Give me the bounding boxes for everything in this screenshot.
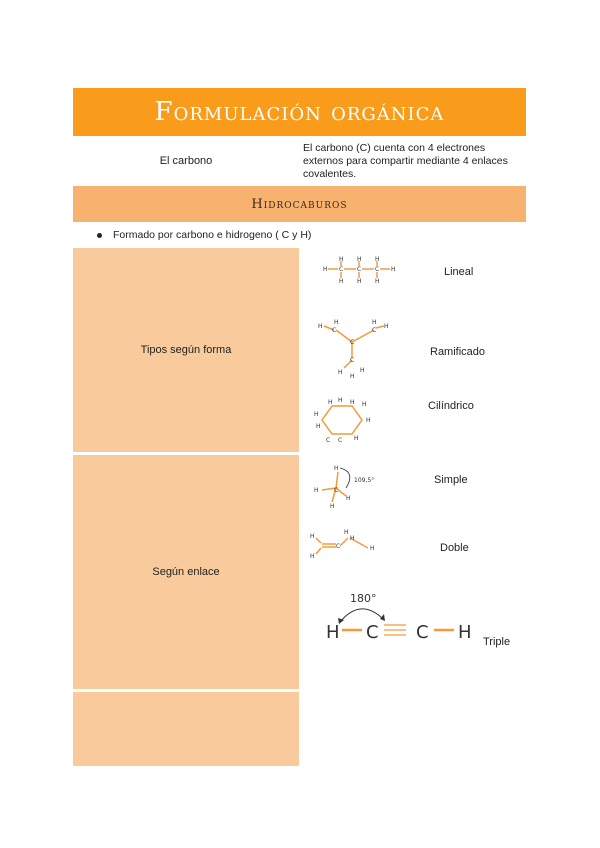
svg-text:H: H (362, 401, 367, 408)
doble-bond-molecule-icon (308, 526, 392, 566)
simple-bond-molecule-icon (310, 462, 380, 512)
svg-text:H: H (318, 323, 323, 330)
ramificado-label: Ramificado (430, 346, 486, 358)
bond-types-cell (73, 455, 299, 689)
svg-text:C: C (332, 327, 337, 334)
atom-h2: H (458, 622, 472, 643)
svg-text:H: H (344, 529, 349, 536)
angle-label: 180° (350, 592, 377, 605)
svg-text:H: H (328, 399, 333, 406)
svg-text:H: H (346, 495, 351, 502)
svg-text:H: H (334, 465, 339, 472)
svg-text:H: H (391, 266, 396, 273)
svg-text:C: C (350, 357, 355, 364)
svg-text:H: H (316, 423, 321, 430)
section-title: Hidrocaburos (251, 196, 348, 212)
svg-text:H: H (339, 256, 344, 263)
empty-cell (73, 692, 299, 766)
svg-text:C: C (338, 437, 343, 444)
svg-text:C: C (375, 266, 380, 273)
svg-text:H: H (366, 417, 371, 424)
svg-text:109,5°: 109,5° (354, 477, 375, 484)
lineal-label: Lineal (444, 266, 474, 278)
atom-c2: C (416, 622, 429, 643)
svg-text:H: H (372, 319, 377, 326)
svg-text:H: H (310, 553, 315, 560)
shape-types-cell (73, 248, 299, 452)
svg-text:H: H (323, 266, 328, 273)
svg-text:H: H (330, 503, 335, 510)
svg-text:H: H (334, 319, 339, 326)
svg-text:C: C (336, 543, 341, 550)
atom-c1: C (366, 622, 379, 643)
svg-text:H: H (375, 278, 380, 285)
svg-text:H: H (384, 323, 389, 330)
atom-h1: H (326, 622, 340, 643)
svg-text:C: C (357, 266, 362, 273)
svg-text:H: H (310, 533, 315, 540)
svg-text:C: C (334, 487, 339, 494)
shape-types-label: Tipos según forma (140, 344, 232, 356)
svg-text:H: H (339, 278, 344, 285)
cilindrico-label: Cilíndrico (428, 400, 474, 412)
svg-text:H: H (370, 545, 375, 552)
svg-text:H: H (314, 487, 319, 494)
title-banner (73, 88, 526, 136)
carbon-description: El carbono (C) cuenta con 4 electrones externos para compartir mediante 4 enlaces covalentes. (303, 142, 508, 180)
page-title: Formulación orgánica (154, 97, 445, 127)
svg-text:H: H (357, 278, 362, 285)
svg-text:H: H (350, 373, 355, 380)
carbon-label: El carbono (159, 155, 213, 167)
triple-label: Triple (483, 636, 511, 648)
lineal-molecule-icon (318, 255, 398, 287)
simple-label: Simple (434, 474, 468, 486)
ramificado-molecule-icon (314, 318, 394, 380)
bullet-icon (97, 233, 102, 238)
svg-text:C: C (326, 437, 331, 444)
bond-types-label: Según enlace (152, 566, 220, 578)
svg-text:H: H (338, 369, 343, 376)
svg-text:H: H (338, 397, 343, 404)
section-banner (73, 186, 526, 222)
bullet-item (97, 229, 311, 241)
svg-text:C: C (350, 339, 355, 346)
svg-text:H: H (314, 411, 319, 418)
svg-text:H: H (350, 399, 355, 406)
svg-text:H: H (350, 535, 355, 542)
svg-text:H: H (357, 256, 362, 263)
bullet-text: Formado por carbono e hidrogeno ( C y H) (113, 229, 312, 241)
svg-text:H: H (354, 435, 359, 442)
svg-text:C: C (372, 327, 377, 334)
svg-text:C: C (339, 266, 344, 273)
triple-bond-molecule-icon (322, 588, 482, 648)
svg-text:H: H (375, 256, 380, 263)
cilindrico-molecule-icon (312, 396, 376, 444)
doble-label: Doble (440, 542, 469, 554)
svg-text:H: H (360, 367, 365, 374)
